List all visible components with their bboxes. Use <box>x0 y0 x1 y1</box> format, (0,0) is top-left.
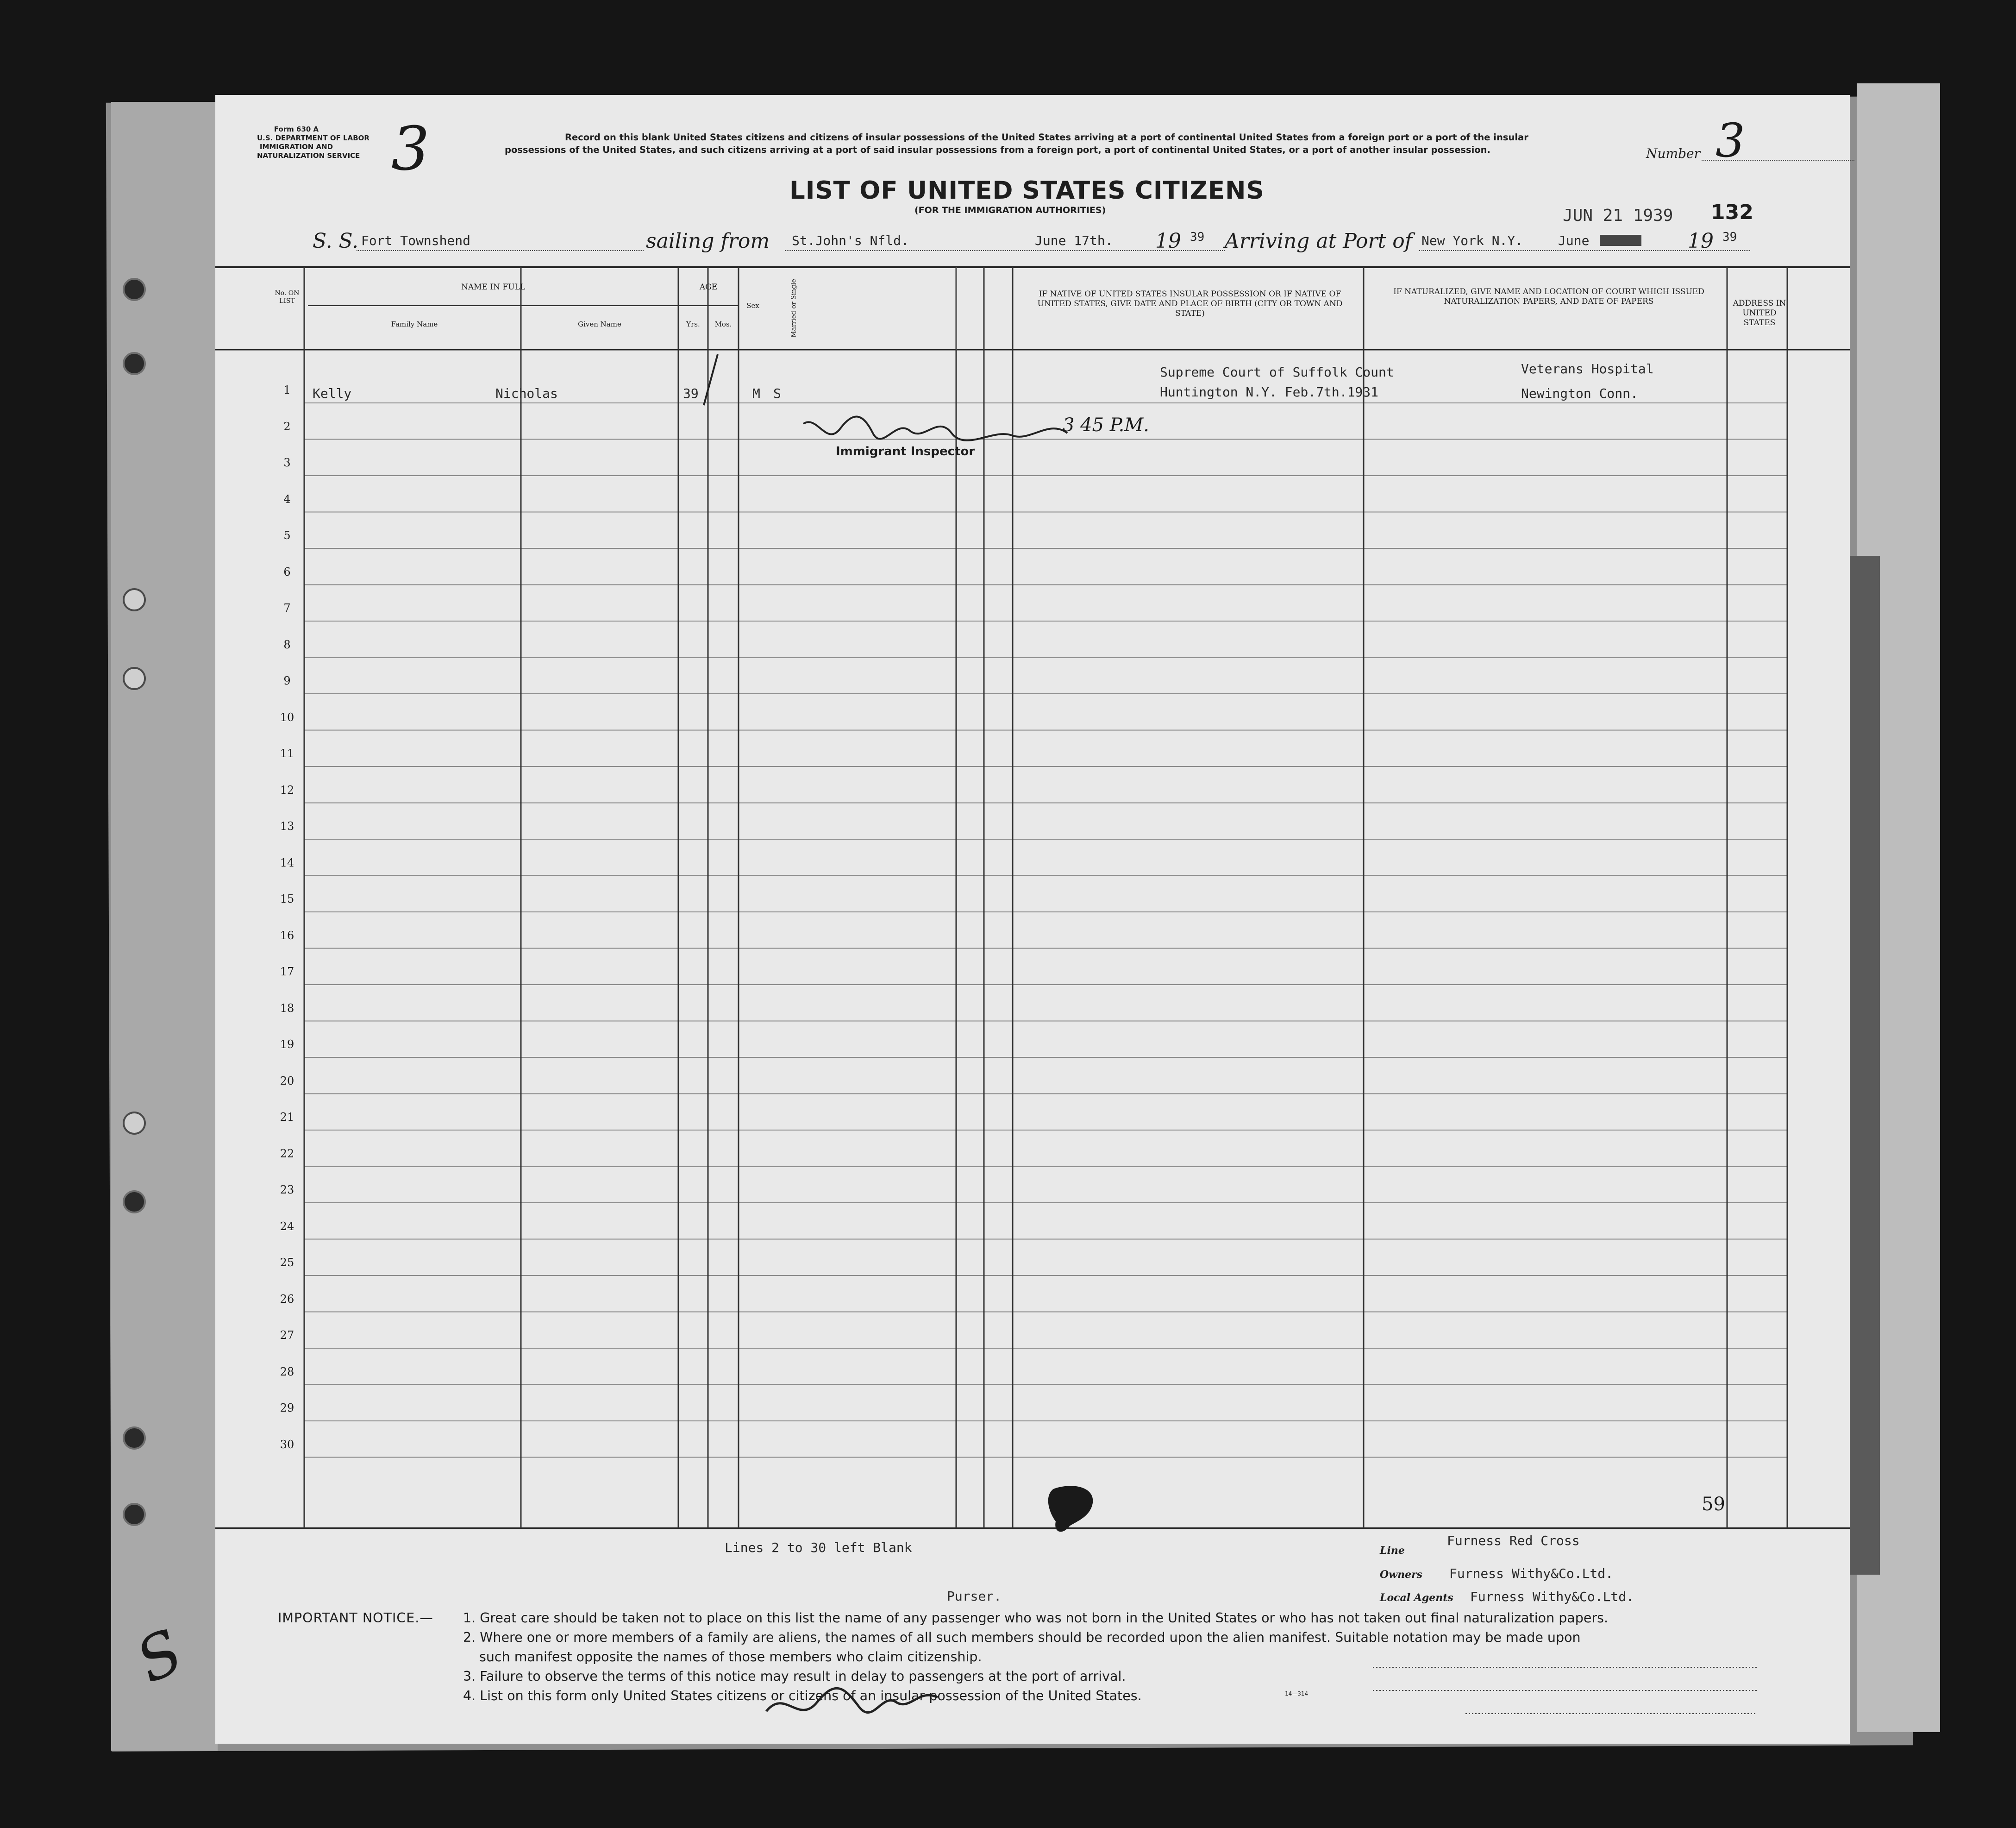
col-family-name: Family Name <box>391 320 438 328</box>
page-title: LIST OF UNITED STATES CITIZENS <box>789 176 1265 205</box>
col-married-or-single: Married or Single <box>790 279 798 338</box>
owners-label: Owners <box>1380 1569 1423 1581</box>
agents-value: Furness Withy&Co.Ltd. <box>1470 1589 1634 1604</box>
row-number: 11 <box>280 747 294 760</box>
row-number: 21 <box>280 1111 294 1124</box>
arrival-port: New York N.Y. <box>1421 233 1523 248</box>
departure-port: St.John's Nfld. <box>792 233 909 248</box>
row-number: 10 <box>280 710 294 724</box>
row1-age-years: 39 <box>683 386 699 401</box>
page-number: 132 <box>1711 201 1753 224</box>
row-number: 22 <box>280 1147 294 1160</box>
row-number: 29 <box>280 1401 294 1414</box>
binder-hole <box>123 1503 146 1526</box>
record-notice: Record on this blank United States citizens and citizens of insular possessions of the United States arriving at a port of continental United States from a foreign port or a port of the insular possessions of the United States, and such citizens arriving at a port of said insular possessions from a foreign port, a port of continental United States, or a port of another insular possession. <box>505 132 1528 155</box>
row-number: 28 <box>280 1365 294 1378</box>
arriving-label: Arriving at Port of <box>1225 229 1413 253</box>
notice-item: 2. Where one or more members of a family are aliens, the names of all such members should be recorded upon the alien manifest. Suitable notation may be made upon <box>463 1630 1581 1645</box>
background-sheet-shadow <box>1847 556 1880 1575</box>
row-number: 18 <box>280 1001 294 1015</box>
row-number: 24 <box>280 1219 294 1233</box>
page-subtitle: (FOR THE IMMIGRATION AUTHORITIES) <box>914 205 1106 215</box>
row-number: 13 <box>280 820 294 833</box>
col-naturalized: IF NATURALIZED, GIVE NAME AND LOCATION OF COURT WHICH ISSUED NATURALIZATION PAPERS, AND DATE OF PAPERS <box>1393 287 1704 306</box>
row-number: 17 <box>280 965 294 978</box>
col-given-name: Given Name <box>578 320 621 328</box>
manifest-page <box>215 95 1850 1744</box>
col-address-in-us: ADDRESS IN UNITED STATES <box>1733 299 1786 327</box>
binder-hole <box>123 588 146 611</box>
number-value: 3 <box>1715 113 1745 168</box>
row-number: 16 <box>280 929 294 942</box>
blank-lines-note: Lines 2 to 30 left Blank <box>725 1540 912 1555</box>
row-number: 7 <box>283 602 291 615</box>
departure-date: June 17th. <box>1035 233 1113 248</box>
notice-heading: IMPORTANT NOTICE.— <box>278 1610 433 1626</box>
form-number: Form 630 A <box>274 125 319 133</box>
row-number: 26 <box>280 1292 294 1306</box>
row-number: 27 <box>280 1329 294 1342</box>
row1-marital-status: S <box>773 386 781 401</box>
row-number: 8 <box>283 638 291 651</box>
binder-hole <box>123 352 146 375</box>
col-age: AGE <box>699 283 718 292</box>
row1-naturalization-court: Supreme Court of Suffolk Count <box>1160 364 1394 380</box>
agents-label: Local Agents <box>1380 1592 1453 1604</box>
ss-label: S. S. <box>313 229 359 253</box>
binder-hole <box>123 1190 146 1213</box>
row1-sex: M <box>752 386 760 401</box>
binder-hole <box>123 1426 146 1450</box>
binder-hole <box>123 667 146 690</box>
col-sex: Sex <box>746 302 759 310</box>
row-number: 30 <box>280 1438 294 1451</box>
list-mark-handwritten: 3 <box>391 113 430 184</box>
row-number: 15 <box>280 892 294 905</box>
arrival-stamp: JUN 21 1939 <box>1563 206 1673 225</box>
number-label: Number <box>1646 146 1700 161</box>
row-number: 23 <box>280 1183 294 1196</box>
row-number: 14 <box>280 856 294 869</box>
notice-item: 1. Great care should be taken not to place on this list the name of any passenger who was not born in the United States or who has not taken out final naturalization papers. <box>463 1610 1609 1626</box>
row-number: 1 <box>283 383 291 396</box>
row-number: 20 <box>280 1074 294 1087</box>
owners-value: Furness Withy&Co.Ltd. <box>1449 1566 1614 1581</box>
sailing-from-label: sailing from <box>646 229 770 253</box>
arrival-year: 39 <box>1722 230 1737 244</box>
row-number: 25 <box>280 1256 294 1269</box>
col-no-on-list: No. ON LIST <box>275 289 300 305</box>
form-code: 14—314 <box>1285 1690 1309 1697</box>
row1-address-line1: Veterans Hospital <box>1521 361 1654 377</box>
inspector-time-note: 3 45 P.M. <box>1063 415 1149 436</box>
binder-hole <box>123 278 146 301</box>
ship-name: Fort Townshend <box>361 233 471 248</box>
row1-given-name: Nicholas <box>495 386 558 401</box>
row-number: 12 <box>280 783 294 797</box>
col-yrs: Yrs. <box>686 320 700 328</box>
row-number: 3 <box>283 456 291 469</box>
row1-address-line2: Newington Conn. <box>1521 386 1638 401</box>
arrival-year-prefix: 19 <box>1688 229 1714 253</box>
col-native-birth: IF NATIVE OF UNITED STATES INSULAR POSSESSION OR IF NATIVE OF UNITED STATES, GIVE DATE AND PLACE OF BIRTH (CITY OR TOWN AND STATE) <box>1037 289 1343 318</box>
department-line: NATURALIZATION SERVICE <box>257 151 360 160</box>
row-number: 19 <box>280 1038 294 1051</box>
manifest-grid <box>215 95 1850 1744</box>
line-value: Furness Red Cross <box>1447 1533 1580 1548</box>
binder-strip <box>111 102 218 1751</box>
binder-hole <box>123 1112 146 1135</box>
row-number: 4 <box>283 492 291 506</box>
row-number: 5 <box>283 529 291 542</box>
department-line: U.S. DEPARTMENT OF LABOR <box>257 134 369 142</box>
department-line: IMMIGRATION AND <box>259 143 333 151</box>
row-number: 9 <box>283 674 291 687</box>
corner-handwriting-mark: S <box>126 1615 194 1697</box>
notice-item: 3. Failure to observe the terms of this notice may result in delay to passengers at the port of arrival. <box>463 1669 1126 1684</box>
row-number: 6 <box>283 565 291 578</box>
bottom-page-number: 59 <box>1702 1494 1725 1515</box>
row-number: 2 <box>283 420 291 433</box>
notice-item: such manifest opposite the names of those members who claim citizenship. <box>479 1649 982 1665</box>
col-name-in-full: NAME IN FULL <box>461 283 526 292</box>
departure-year: 39 <box>1190 230 1205 244</box>
line-label: Line <box>1380 1545 1405 1557</box>
col-mos: Mos. <box>714 320 732 328</box>
year-prefix: 19 <box>1155 229 1181 253</box>
purser-label: Purser. <box>947 1589 1002 1604</box>
row1-family-name: Kelly <box>313 386 352 401</box>
row1-naturalization-location-date: Huntington N.Y. Feb.7th.1931 <box>1160 384 1379 400</box>
arrival-date: June <box>1558 233 1590 248</box>
notice-item: 4. List on this form only United States citizens or citizens of an insular possession of the United States. <box>463 1688 1142 1703</box>
inspector-title: Immigrant Inspector <box>836 445 975 459</box>
